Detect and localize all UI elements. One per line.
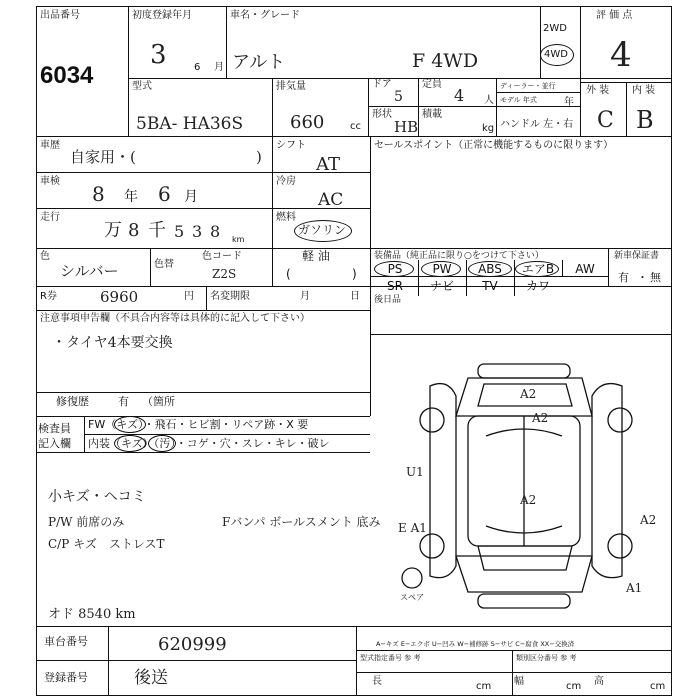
first-registration-month: 6 [194,62,201,73]
registration-value: 後送 [134,668,168,688]
fw-condition-line: FW（キズ）・飛石・ヒビ割・リペア跡・X 要 [88,418,309,431]
first-registration-year: 3 [150,40,167,70]
name-change-day: 日 [350,291,360,302]
mileage-digit: 8 [128,220,140,241]
retrofit-label: 後日品 [374,295,402,305]
details-divider [206,286,207,310]
remark-line: 小キズ・ヘコミ [48,489,146,505]
chassis-label: 車台番号 [44,635,88,648]
header-divider [540,6,541,78]
header-divider [272,78,273,136]
remark-line: オド 8540 km [48,607,136,622]
rear-window [478,546,572,570]
length-unit: cm [476,681,492,692]
wheel-rear-left [420,534,444,558]
color-code-label: 色コード [202,251,242,262]
interior-grade-label: 内 装 [632,85,656,96]
header-divider [580,6,581,136]
remark-line: C/P キズ ストレスT [48,537,165,551]
handle-label: ハンドル 左・右 [500,119,574,130]
bottom-divider [356,672,672,673]
fw-scratch-circle [114,416,146,433]
header-divider [368,78,369,136]
inspection-year: 8 [92,182,105,206]
registration-label: 登録番号 [44,671,88,684]
interior-scratch-circle [114,435,146,452]
length-label: 長 [372,676,382,687]
details-divider [608,248,609,286]
bottom-divider [356,626,357,696]
header-divider [496,92,580,93]
inspection-month: 6 [158,182,171,206]
fuel-paren-close: ) [352,267,357,281]
model-label: 型式 [132,81,152,92]
drive-4wd: 4WD [544,49,568,60]
inspection-year-unit: 年 [124,189,138,205]
car-grade: F 4WD [412,50,479,72]
bottom-divider [512,650,513,696]
equipment-label: 装備品（純正品に限り○をつけて下さい） [374,251,544,261]
color-code-value: Z2S [212,267,237,281]
displacement-unit: cc [350,121,361,132]
remark-right: Fバンパ ボールスメント 底み [222,515,381,529]
exterior-grade-label: 外 装 [586,85,610,96]
damage-mark: E A1 [398,521,427,535]
warranty-none: 無 [650,271,661,284]
color-change-label: 色替 [154,259,174,270]
mileage-digit: 8 [210,222,221,241]
width-label: 幅 [514,676,524,687]
damage-mark: A2 [532,411,549,425]
roof-outline [478,364,570,378]
warranty-have: 有 [618,271,629,284]
damage-mark: A1 [626,581,643,595]
score-value: 4 [610,35,632,75]
interior-grade: B [636,106,654,134]
color-label: 色 [40,251,50,262]
right-side-panel [592,384,622,578]
equipment-leather: カワ [525,279,550,293]
chassis-number: 620999 [158,634,227,655]
repair-value: 有 [118,395,129,408]
lot-number: 6034 [40,62,94,89]
notes-label: 注意事項申告欄（不具合内容等は具体的に記入して下さい） [40,313,310,324]
inspector-label: 検査員 記入欄 [38,422,71,450]
equipment-aw: AW [575,262,595,276]
equipment-ps: PS [387,262,403,276]
model-year-unit: 年 [564,97,574,108]
capacity-label: 定員 [422,79,442,90]
width-unit: cm [566,681,582,692]
header-divider [418,78,419,136]
damage-legend: A−キズ E−エクボ U−凹み W−補修跡 S−サビ C−腐食 XX−交換済 [376,640,575,648]
score-label: 評 価 点 [596,10,633,21]
capacity-unit: 人 [484,95,494,106]
body-type-label: 形状 [372,109,392,120]
equipment-airbag: エアB [521,262,555,276]
mileage-digit: 5 [174,222,185,241]
header-divider [36,136,672,137]
history-close: ) [256,148,262,166]
shift-value: AT [316,154,341,175]
trunk-outline [456,556,592,592]
car-name: アルト [232,52,286,73]
inspection-label: 車検 [40,176,60,187]
notes-divider [36,416,370,417]
recycle-unit: 円 [184,291,194,302]
height-unit: cm [650,681,666,692]
notes-text: ・タイヤ4本要交換 [52,335,173,351]
fuel-label: 燃料 [276,212,296,223]
header-divider [368,106,580,107]
fuel-paren-open: ( [286,267,291,281]
equipment-navi: ナビ [429,279,454,293]
bottom-divider [356,650,672,651]
rear-bumper [478,594,570,608]
left-side-panel [430,384,456,578]
model-year-label: モデル 年式 [500,96,537,104]
lot-number-label: 出品番号 [40,10,80,21]
name-change-label: 名変期限 [210,291,250,302]
details-divider [36,310,370,311]
interior-condition-line: 内装（キズ）（汚）・コゲ・穴・スレ・キレ・破レ [88,437,330,450]
header-divider [626,82,627,136]
shift-label: シフト [276,140,306,151]
mileage-man: 万 [104,220,122,241]
car-name-label: 車名・グレード [230,10,300,21]
fuel-option: 軽 油 [302,249,330,263]
inspection-month-unit: 月 [184,189,198,205]
model-value: 5BA- HA36S [136,114,244,134]
details-divider [272,136,273,286]
notes-divider [36,452,370,453]
details-divider [370,248,672,249]
load-unit: kg [482,123,495,134]
fuel-value: ガソリン [298,223,347,237]
first-registration-label: 初度登録年月 [132,10,192,21]
mileage-unit: km [232,235,245,244]
mileage-sen: 千 [148,220,166,241]
doors-label: ドア [372,79,392,90]
repair-location: （箇所 [142,395,175,408]
drive-2wd: 2WD [543,23,567,34]
color-value: シルバー [60,262,119,280]
remark-line: P/W 前席のみ [48,515,125,529]
header-divider [226,6,227,78]
ac-value: AC [318,190,344,210]
damage-mark: A2 [640,513,657,527]
header-divider [128,78,672,79]
height-label: 高 [594,676,604,687]
category-label: 類別区分番号 参 考 [516,654,577,662]
new-warranty-label: 新車保証書 [614,251,660,261]
bottom-divider [36,660,356,661]
bottom-divider [36,626,672,627]
notes-divider [36,392,370,393]
details-divider [150,248,151,286]
repair-label: 修復歴 [56,395,89,408]
interior-stain-circle [148,435,176,452]
details-divider [36,286,672,287]
mileage-digit: 3 [192,222,203,241]
history-label: 車歴 [40,140,60,151]
equipment-pw: PW [432,262,452,276]
load-label: 積載 [422,109,442,120]
header-divider [128,6,129,136]
wheel-rear-right [608,534,632,558]
wheel-front-right [608,408,632,432]
recycle-amount: 6960 [100,288,139,306]
doors-value: 5 [394,89,403,105]
warranty-separator: ・ [637,271,648,284]
damage-mark: A2 [520,493,537,507]
dealer-label: ディーラー・並行 [500,82,556,90]
wheel-front-left [420,408,444,432]
details-divider [370,334,672,335]
header-divider [496,78,497,136]
first-registration-month-unit: 月 [214,62,224,73]
equipment-abs: ABS [478,262,502,276]
exterior-grade: C [597,108,614,133]
name-change-month: 月 [300,291,310,302]
spare-wheel [402,568,422,588]
type-designation-label: 型式指定番号 参 考 [360,654,421,662]
damage-mark: U1 [406,465,424,479]
recycle-label: R券 [40,291,57,302]
mileage-label: 走行 [40,212,60,223]
equipment-tv: TV [482,279,498,293]
history-value: 自家用・( [70,148,136,166]
spare-label: スペア [400,593,424,602]
bottom-divider [108,626,109,696]
capacity-value: 4 [454,86,465,105]
ac-label: 冷房 [276,176,296,187]
damage-mark: A2 [520,387,537,401]
displacement-label: 排気量 [276,81,306,92]
equipment-sr: SR [387,279,403,293]
displacement-value: 660 [290,112,325,133]
sales-point-label: セールスポイント（正常に機能するものに限ります） [374,140,614,151]
body-type-value: HB [394,118,419,136]
